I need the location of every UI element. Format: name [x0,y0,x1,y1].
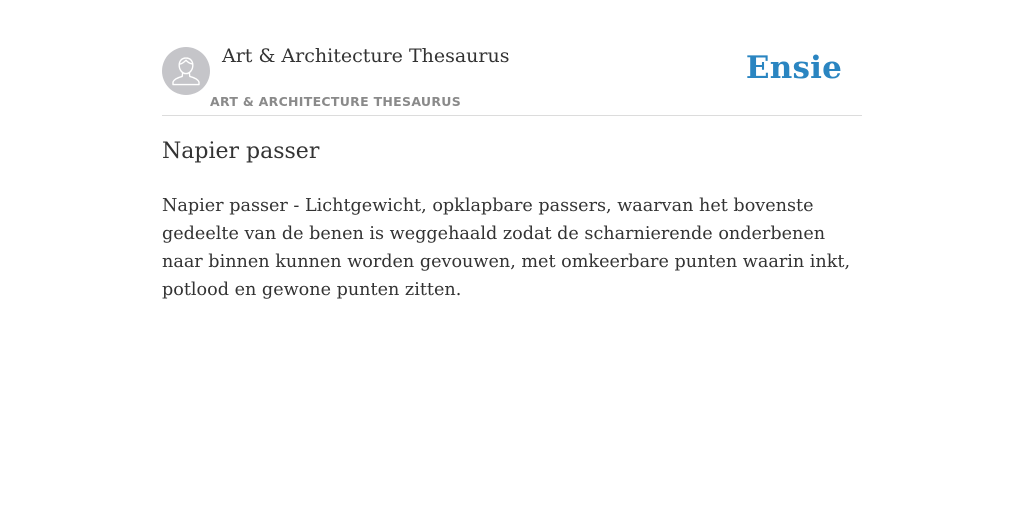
definition-text: Napier passer - Lichtgewicht, opklapbare passers, waarvan het bovenste gedeelte van de benen is weggehaald zodat de scharnierende onderbenen naar binnen kunnen worden gevouwen, met omkeerbare punten waarin inkt, potlood en gewone punten zitten. [162,196,851,300]
category-label[interactable]: ART & ARCHITECTURE THESAURUS [210,94,462,109]
author-header [162,40,862,116]
ensie-logo[interactable]: Ensie [745,50,842,86]
user-icon [162,47,210,95]
author-name-link[interactable]: Art & Architecture Thesaurus [222,45,510,67]
page-title: Napier passer [162,139,320,164]
avatar[interactable] [162,47,210,95]
